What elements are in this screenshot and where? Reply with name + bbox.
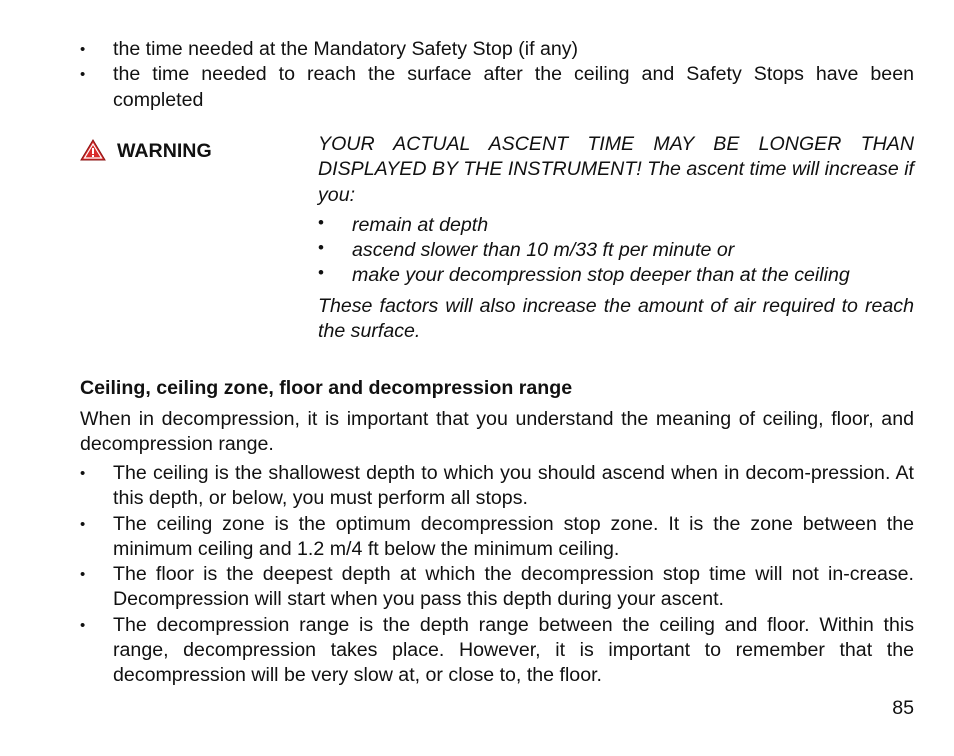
- bullet-icon: •: [80, 66, 86, 84]
- list-item: [0, 613, 954, 689]
- list-item-text: The floor is the deepest depth at which the decompression stop time will not in-crease. Decompression will start when you pass this depth during your ascent.: [113, 563, 914, 611]
- list-item-text: ascend slower than 10 m/33 ft per minute or: [352, 239, 735, 262]
- bullet-icon: •: [80, 616, 86, 634]
- list-item-text: make your decompression stop deeper than at the ceiling: [352, 264, 850, 287]
- bullet-icon: •: [318, 263, 324, 283]
- list-item-text: The decompression range is the depth range between the ceiling and floor. Within this range, decompression takes place. However, it is important to remember that the decompression will be very slow at, or close to, the floor.: [113, 613, 914, 687]
- list-item-text: the time needed at the Mandatory Safety Stop (if any): [113, 38, 579, 60]
- warning-intro: YOUR ACTUAL ASCENT TIME MAY BE LONGER THAN DISPLAYED BY THE INSTRUMENT! The ascent time will increase if you:: [318, 133, 914, 206]
- bullet-icon: •: [80, 41, 86, 58]
- bullet-icon: •: [318, 212, 324, 232]
- warning-list: [318, 213, 914, 289]
- list-item: [0, 512, 954, 563]
- section-title: Ceiling, ceiling zone, floor and decompression range: [80, 377, 573, 399]
- section-intro: When in decompression, it is important that you understand the meaning of ceiling, floor, and decompression range.: [80, 408, 914, 456]
- warning-heading: [80, 137, 280, 167]
- bullet-icon: •: [80, 465, 86, 482]
- list-item: [318, 213, 914, 238]
- warning-triangle-icon: [80, 139, 106, 161]
- list-item: [318, 263, 914, 288]
- list-item-text: the time needed to reach the surface after the ceiling and Safety Stops have been completed: [113, 63, 914, 111]
- list-item: [0, 37, 954, 62]
- bullet-icon: •: [318, 238, 324, 258]
- list-item-text: The ceiling zone is the optimum decompression stop zone. It is the zone between the minimum ceiling and 1.2 m/4 ft below the minimum ceiling.: [113, 512, 914, 560]
- list-item-text: remain at depth: [352, 213, 489, 236]
- warning-label: WARNING: [117, 140, 212, 162]
- list-item: [0, 461, 954, 512]
- warning-closing: These factors will also increase the amount of air required to reach the surface.: [318, 294, 914, 343]
- bullet-icon: •: [80, 515, 86, 533]
- list-item-text: The ceiling is the shallowest depth to which you should ascend when in decom-pression. At this depth, or below, you must perform all stops.: [113, 462, 914, 510]
- definition-bullet-list: [0, 461, 954, 689]
- top-bullet-list: [0, 37, 954, 113]
- list-item: [318, 238, 914, 263]
- warning-body: [318, 132, 914, 344]
- list-item: [0, 62, 954, 113]
- page-number: 85: [892, 697, 914, 719]
- list-item: [0, 562, 954, 613]
- bullet-icon: •: [80, 566, 86, 584]
